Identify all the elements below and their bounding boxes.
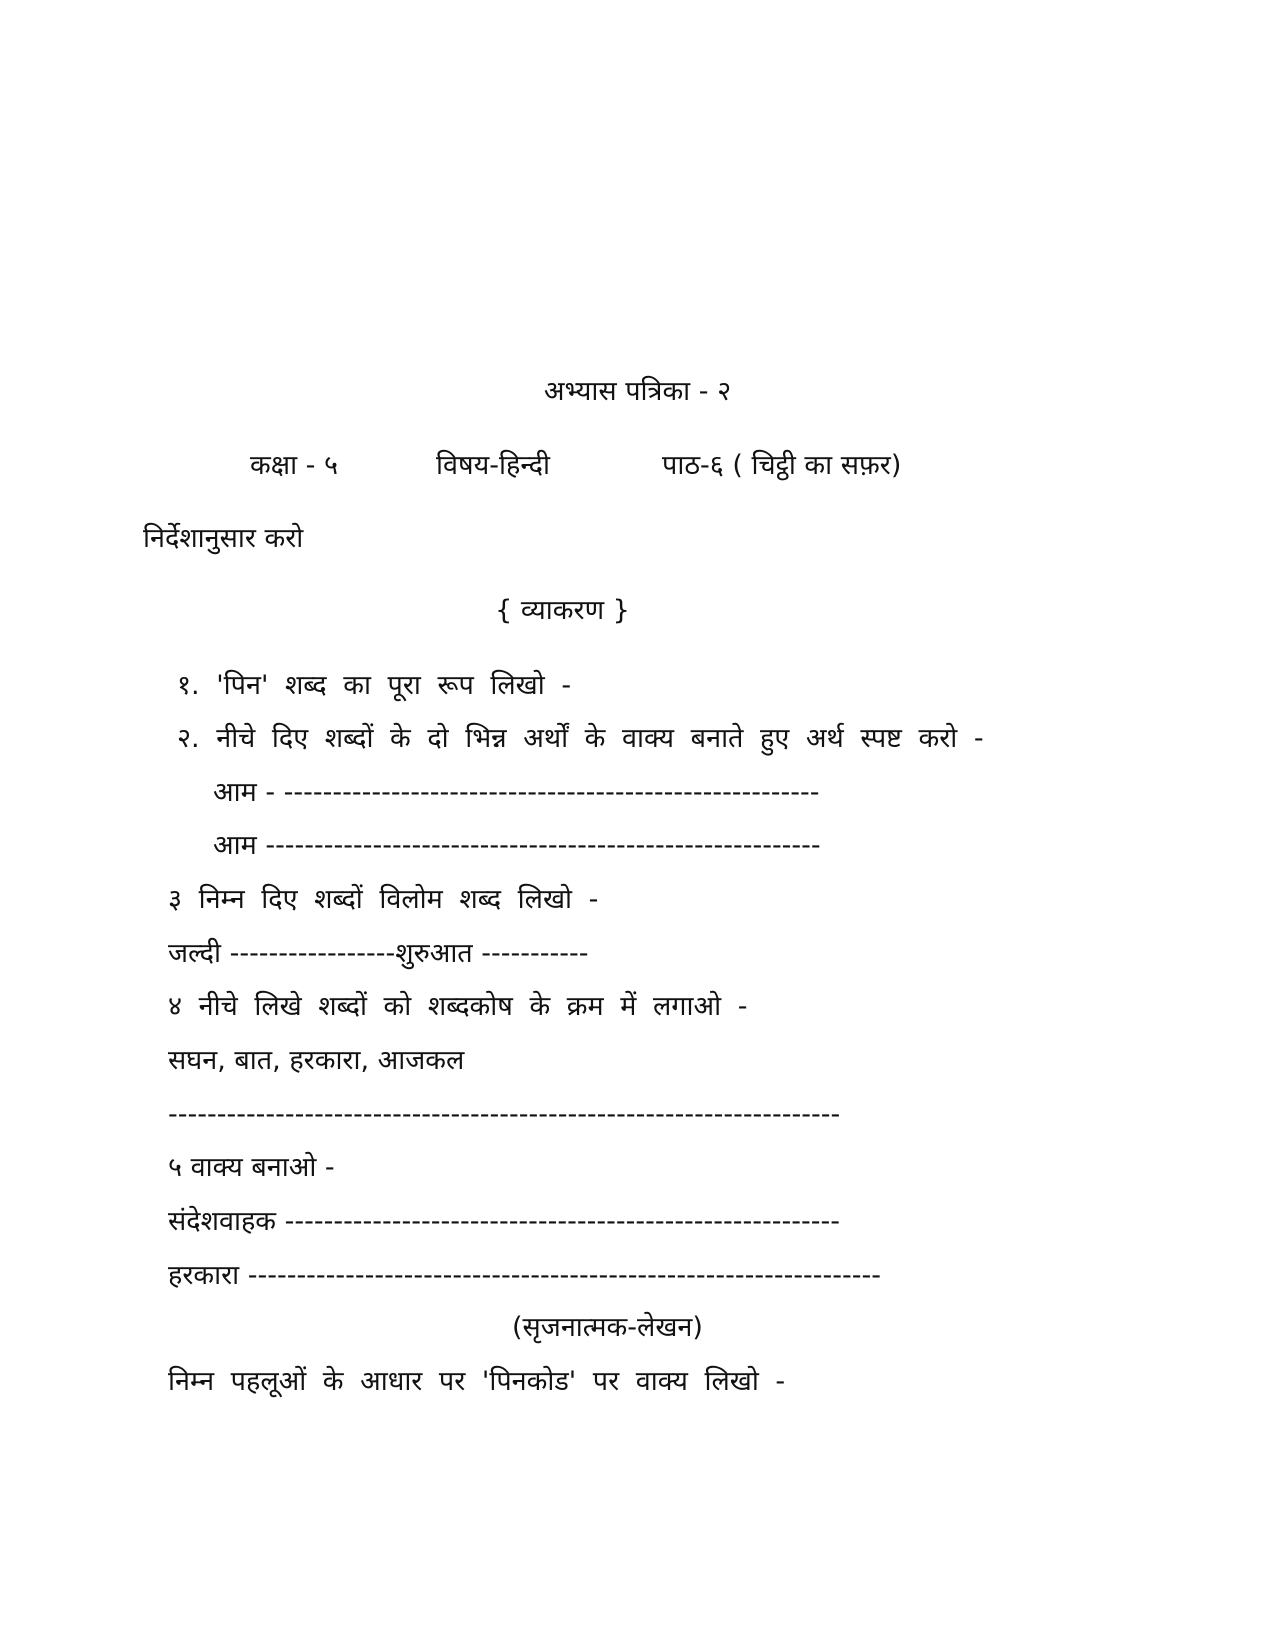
question-2: २. नीचे दिए शब्दों के दो भिन्न अर्थों के वाक्य बनाते हुए अर्थ स्पष्ट करो - <box>177 723 984 754</box>
lesson-label: पाठ-६ ( चिट्ठी का सफ़र) <box>662 450 902 481</box>
subject-label: विषय-हिन्दी <box>436 450 551 481</box>
question-3-answer-line: जल्दी -----------------शुरुआत ----------- <box>168 938 589 969</box>
question-5: ५ वाक्य बनाओ - <box>168 1152 335 1183</box>
creative-writing-heading: (सृजनात्मक-लेखन) <box>512 1312 703 1343</box>
creative-writing-prompt: निम्न पहलूओं के आधार पर 'पिनकोड' पर वाक्य लिखो - <box>168 1366 786 1397</box>
question-4-answer-line: --------------------------------------------------------------------- <box>168 1099 841 1130</box>
question-5-answer-line-2: हरकारा ----------------------------------------------------------------- <box>168 1260 882 1291</box>
question-4-words: सघन, बात, हरकारा, आजकल <box>168 1045 465 1076</box>
instruction-text: निर्देशानुसार करो <box>143 523 304 554</box>
class-label: कक्षा - ५ <box>250 450 339 481</box>
grammar-heading: { व्याकरण } <box>495 595 630 626</box>
question-2-answer-line-2: आम --------------------------------------------------------- <box>213 830 821 861</box>
question-3: ३ निम्न दिए शब्दों विलोम शब्द लिखो - <box>168 884 599 915</box>
question-2-answer-line-1: आम - ------------------------------------------------------- <box>213 777 820 808</box>
question-5-answer-line-1: संदेशवाहक --------------------------------------------------------- <box>168 1206 840 1237</box>
question-1: १. 'पिन' शब्द का पूरा रूप लिखो - <box>177 670 572 701</box>
worksheet-title: अभ्यास पत्रिका - २ <box>543 376 732 407</box>
question-4: ४ नीचे लिखे शब्दों को शब्दकोष के क्रम में लगाओ - <box>168 991 748 1022</box>
